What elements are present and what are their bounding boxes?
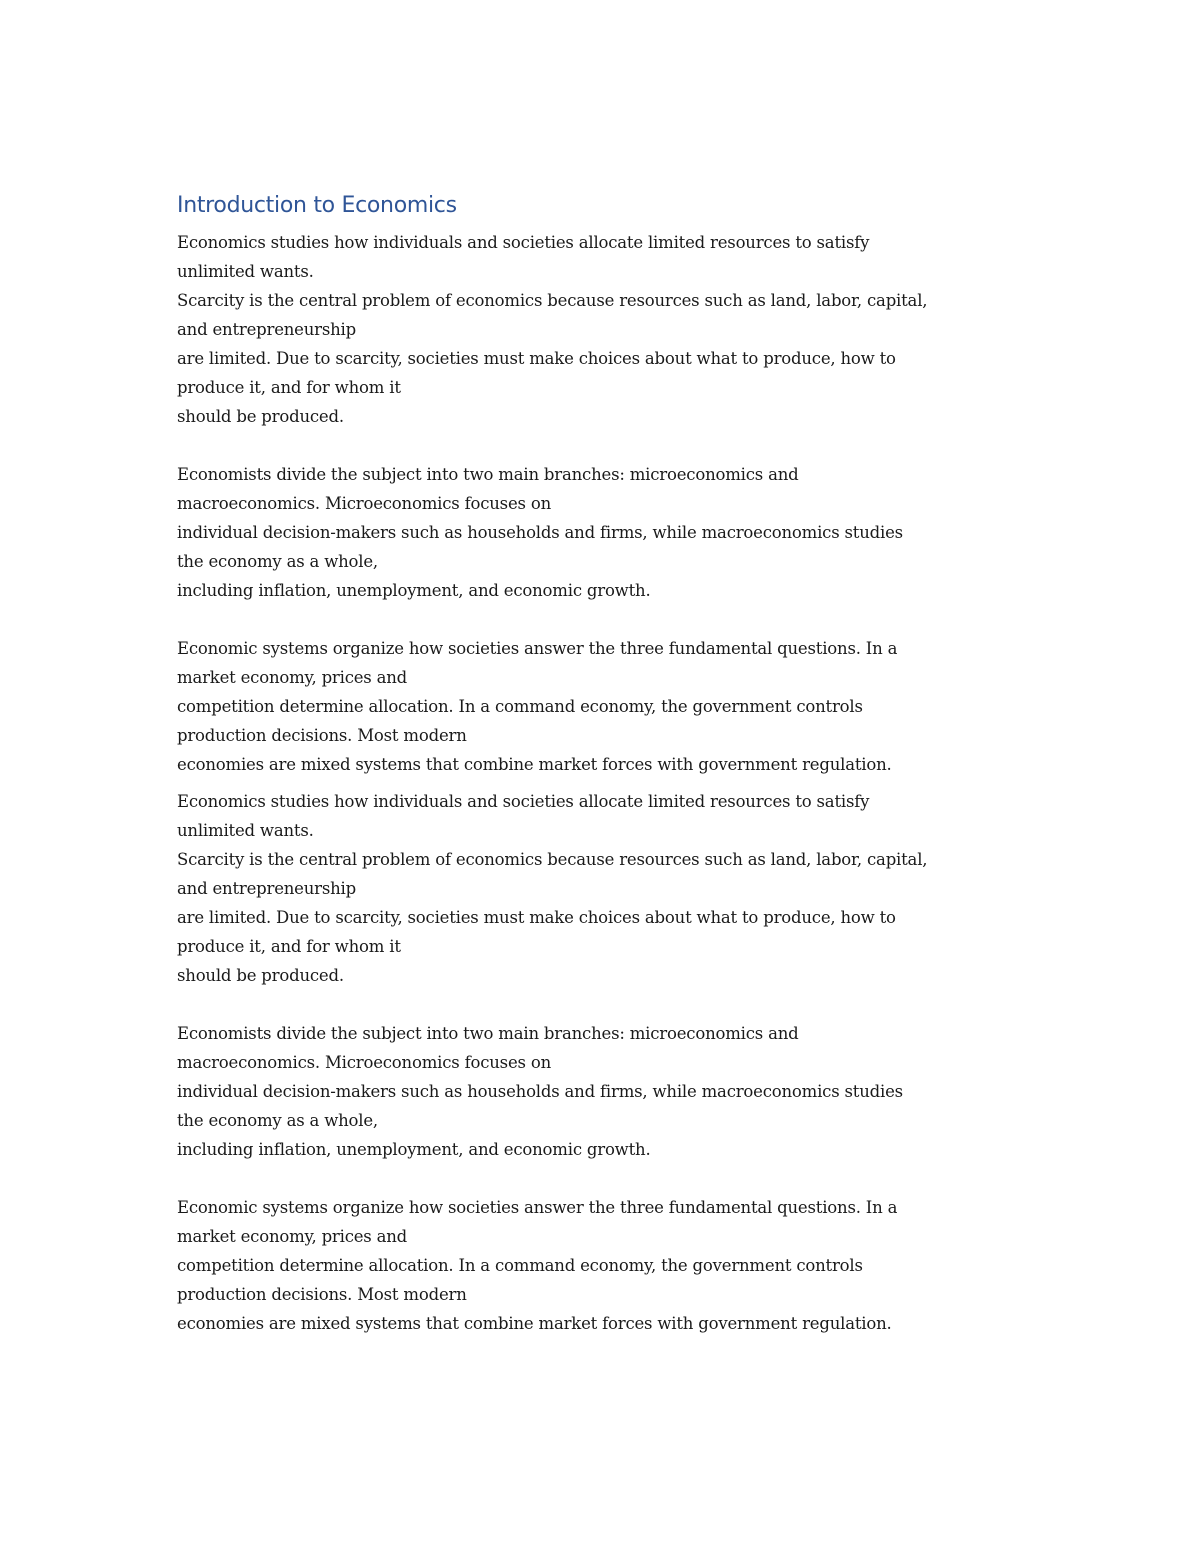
text-line: should be produced.	[177, 966, 344, 985]
text-line: economies are mixed systems that combine market forces with government regulation.	[177, 1314, 892, 1333]
text-line: Economists divide the subject into two main branches: microeconomics and	[177, 1024, 799, 1043]
text-line: market economy, prices and	[177, 668, 408, 687]
text-line: Scarcity is the central problem of economics because resources such as land, labor, capital,	[177, 291, 928, 310]
paragraph-branches-repeat	[177, 1019, 1037, 1164]
paragraph-spacer	[177, 990, 1037, 1019]
text-line: Economics studies how individuals and societies allocate limited resources to satisfy	[177, 233, 870, 252]
text-line: are limited. Due to scarcity, societies must make choices about what to produce, how to	[177, 349, 896, 368]
paragraph-systems-repeat	[177, 1193, 1037, 1338]
text-line: production decisions. Most modern	[177, 1285, 467, 1304]
text-line: should be produced.	[177, 407, 344, 426]
text-line: unlimited wants.	[177, 821, 314, 840]
text-line: economies are mixed systems that combine market forces with government regulation.	[177, 755, 892, 774]
text-line: macroeconomics. Microeconomics focuses on	[177, 494, 551, 513]
text-line: including inflation, unemployment, and economic growth.	[177, 1140, 651, 1159]
text-line: the economy as a whole,	[177, 1111, 378, 1130]
text-line: macroeconomics. Microeconomics focuses on	[177, 1053, 551, 1072]
text-line: the economy as a whole,	[177, 552, 378, 571]
text-line: Economics studies how individuals and societies allocate limited resources to satisfy	[177, 792, 870, 811]
text-line: individual decision-makers such as households and firms, while macroeconomics studies	[177, 1082, 903, 1101]
text-line: market economy, prices and	[177, 1227, 408, 1246]
paragraph-scarcity-repeat	[177, 787, 1037, 990]
text-line: including inflation, unemployment, and economic growth.	[177, 581, 651, 600]
text-line: production decisions. Most modern	[177, 726, 467, 745]
paragraph-spacer	[177, 779, 1037, 787]
paragraph-spacer	[177, 605, 1037, 634]
paragraph-spacer	[177, 1164, 1037, 1193]
text-line: and entrepreneurship	[177, 879, 356, 898]
text-line: unlimited wants.	[177, 262, 314, 281]
paragraph-branches	[177, 460, 1037, 605]
paragraph-scarcity	[177, 228, 1037, 431]
text-line: Scarcity is the central problem of economics because resources such as land, labor, capital,	[177, 850, 928, 869]
document-body	[177, 190, 1037, 1338]
text-line: Economic systems organize how societies answer the three fundamental questions. In a	[177, 639, 898, 658]
text-line: Economists divide the subject into two main branches: microeconomics and	[177, 465, 799, 484]
text-line: are limited. Due to scarcity, societies must make choices about what to produce, how to	[177, 908, 896, 927]
text-line: competition determine allocation. In a command economy, the government controls	[177, 697, 863, 716]
text-line: Economic systems organize how societies answer the three fundamental questions. In a	[177, 1198, 898, 1217]
paragraph-spacer	[177, 431, 1037, 460]
document-title: Introduction to Economics	[177, 193, 457, 218]
paragraph-systems	[177, 634, 1037, 779]
text-line: and entrepreneurship	[177, 320, 356, 339]
text-line: produce it, and for whom it	[177, 937, 401, 956]
text-line: individual decision-makers such as households and firms, while macroeconomics studies	[177, 523, 903, 542]
text-line: competition determine allocation. In a command economy, the government controls	[177, 1256, 863, 1275]
text-line: produce it, and for whom it	[177, 378, 401, 397]
